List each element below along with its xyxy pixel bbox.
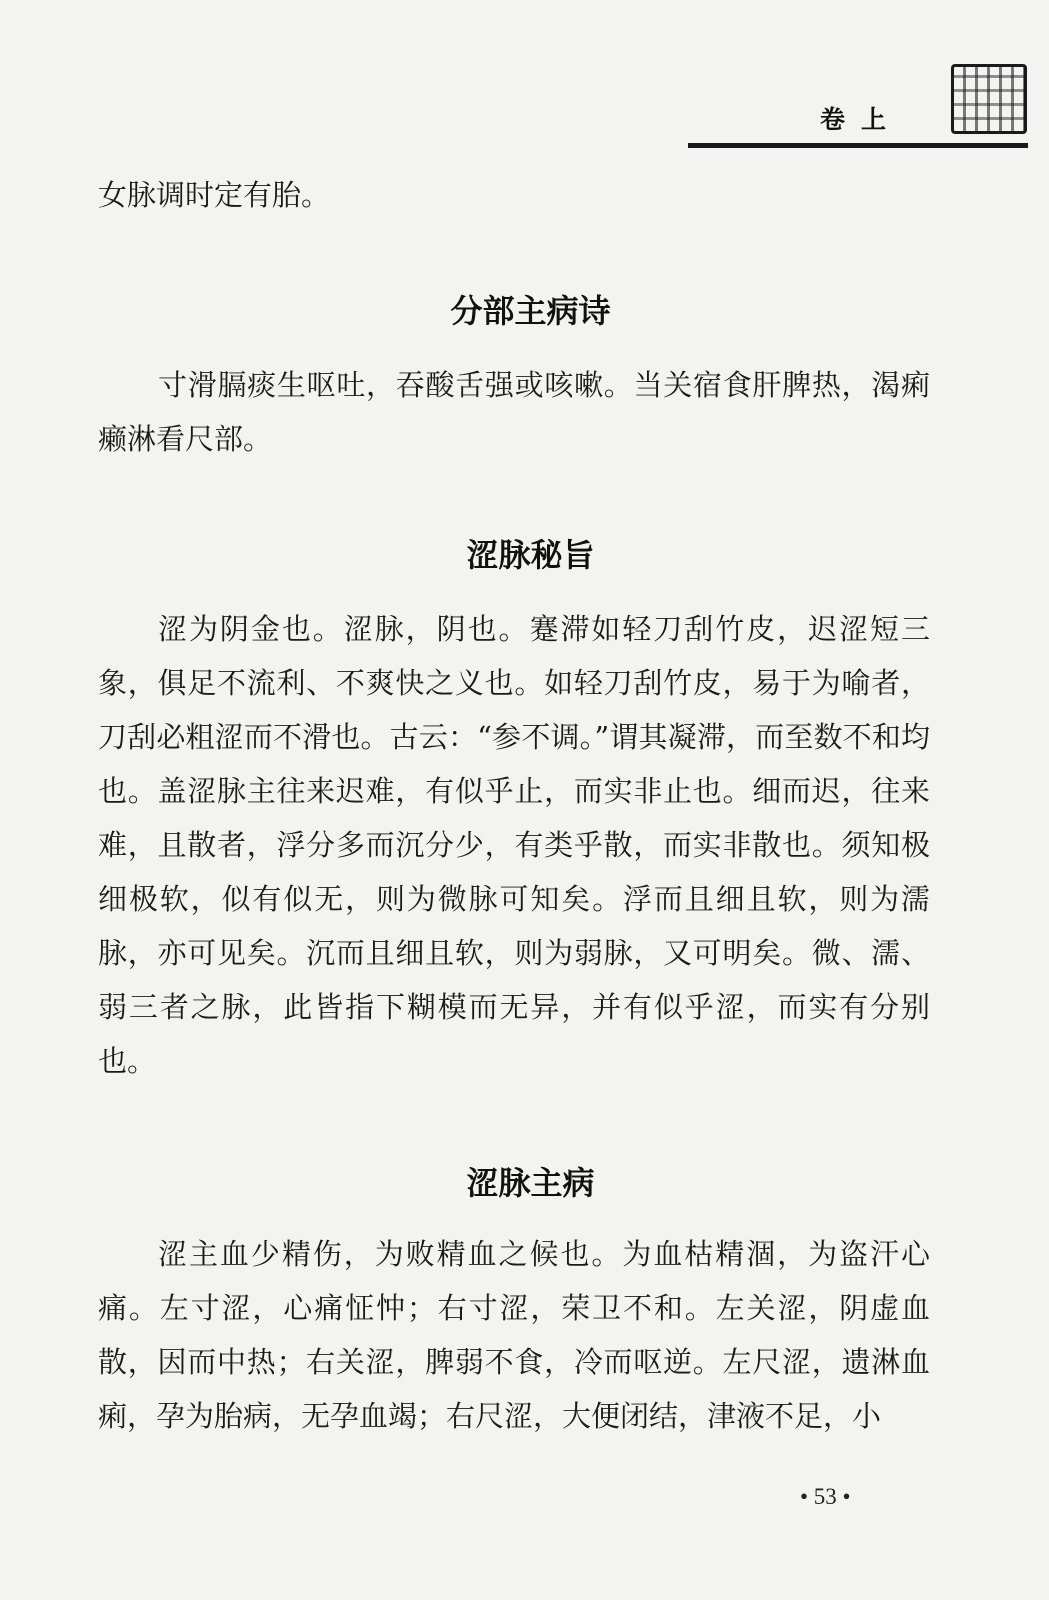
seal-stamp-icon <box>951 64 1027 134</box>
section-body-semai-zhubing: 涩主血少精伤，为败精血之候也。为血枯精涸，为盗汗心痛。左寸涩，心痛怔忡；右寸涩，荣卫不和。左关涩，阴虚血散，因而中热；右关涩，脾弱不食，冷而呕逆。左尺涩，遗淋血痢，孕为胎病，无孕血竭；右尺涩，大便闭结，津液不足，小 <box>98 1237 930 1433</box>
carryover-line: 女脉调时定有胎。 <box>98 178 331 212</box>
section-heading-semai-mizhi: 涩脉秘旨 <box>466 536 595 574</box>
section-body-semai-mizhi: 涩为阴金也。涩脉，阴也。蹇滞如轻刀刮竹皮，迟涩短三象，俱足不流利、不爽快之义也。如轻刀刮竹皮，易于为喻者，刀刮必粗涩而不滑也。古云：“参不调。”谓其凝滞，而至数不和均也。盖涩脉主往来迟难，有似乎止，而实非止也。细而迟，往来难，且散者，浮分多而沉分少，有类乎散，而实非散也。须知极细极软，似有似无，则为微脉可知矣。浮而且细且软，则为濡脉，亦可见矣。沉而且细且软，则为弱脉，又可明矣。微、濡、弱三者之脉，此皆指下糊模而无异，并有似乎涩，而实有分别也。 <box>98 612 930 1078</box>
page-number: • 53 • <box>800 1484 851 1509</box>
section-heading-semai-zhubing: 涩脉主病 <box>466 1164 595 1202</box>
section-heading-fenbu: 分部主病诗 <box>450 292 611 330</box>
running-head: 卷上 <box>820 105 903 134</box>
section-body-fenbu: 寸滑膈痰生呕吐，吞酸舌强或咳嗽。当关宿食肝脾热，渴痢癞淋看尺部。 <box>98 368 930 456</box>
header-rule <box>688 143 1028 148</box>
